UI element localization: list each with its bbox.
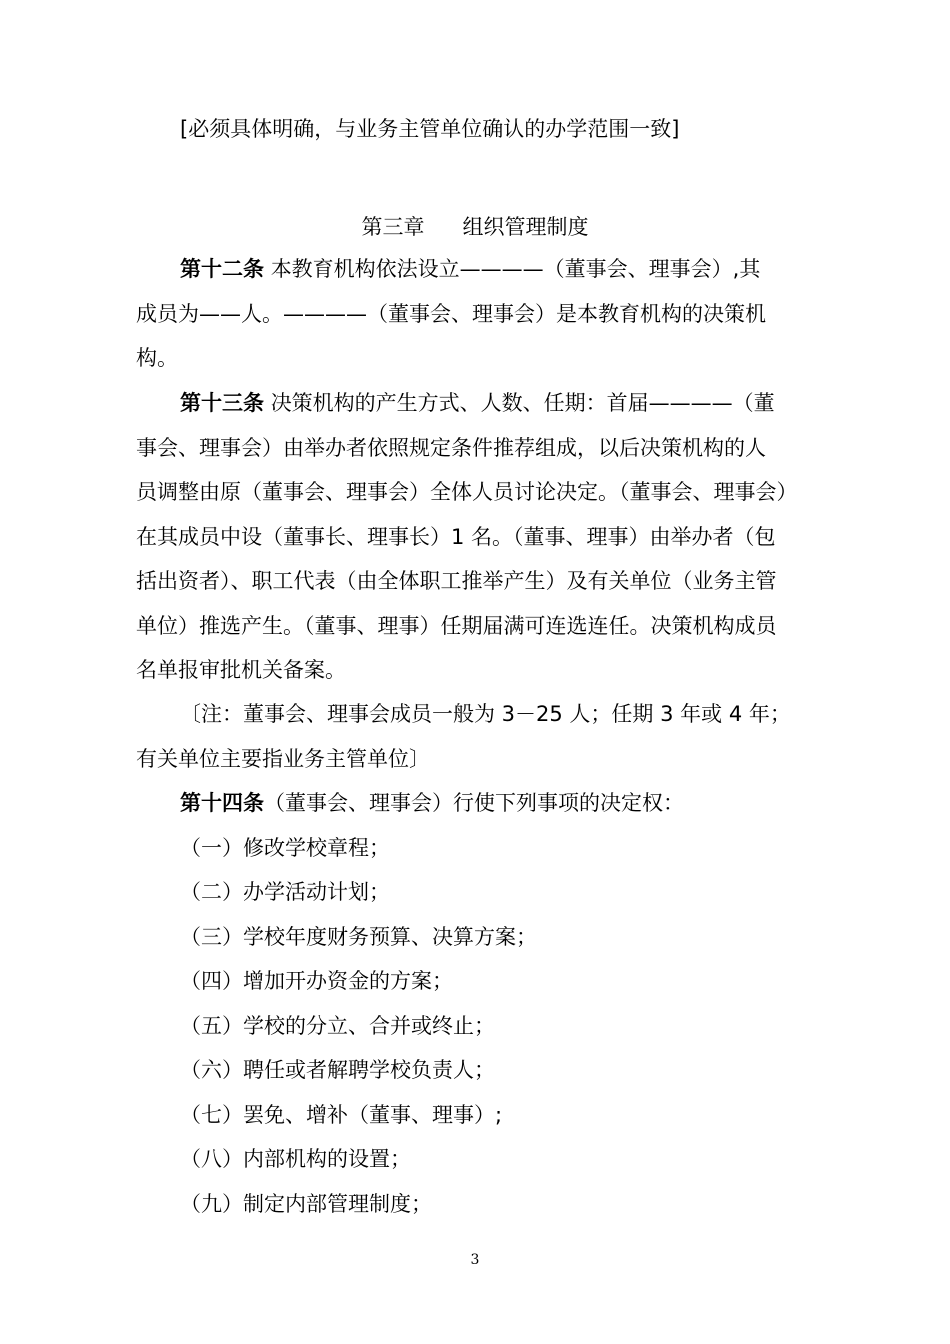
- article-13-text-1: 决策机构的产生方式、人数、任期：首届————（董: [270, 391, 775, 415]
- list-item-2: （二）办学活动计划；: [180, 880, 390, 904]
- article-14-text: （董事会、理事会）行使下列事项的决定权：: [264, 791, 684, 815]
- list-item-9: （九）制定内部管理制度；: [180, 1192, 432, 1216]
- chapter-heading: [0, 205, 950, 250]
- article-14-line: [180, 781, 820, 826]
- article-12-line-3: 构。: [136, 346, 178, 370]
- chapter-title: 组织管理制度: [462, 215, 589, 239]
- article-13-line-3: 员调整由原（董事会、理事会）全体人员讨论决定。（董事会、理事会）: [136, 480, 798, 504]
- article-13-line-5: 括出资者）、职工代表（由全体职工推举产生）及有关单位（业务主管: [136, 569, 777, 593]
- note-line-2: 有关单位主要指业务主管单位〕: [136, 747, 430, 771]
- article-12-text-1: 本教育机构依法设立————（董事会、理事会）,其: [270, 257, 761, 281]
- article-12-label: 第十二条: [180, 257, 264, 281]
- article-14-label: 第十四条: [180, 791, 264, 815]
- page-number: 3: [470, 1252, 480, 1268]
- article-13-line-7: 名单报审批机关备案。: [136, 658, 346, 682]
- article-13-label: 第十三条: [180, 391, 264, 415]
- article-13-line-6: 单位）推选产生。（董事、理事）任期届满可连选连任。决策机构成员: [136, 614, 777, 638]
- list-item-7: （七）罢免、增补（董事、理事）;: [180, 1103, 503, 1127]
- list-item-1: （一）修改学校章程；: [180, 836, 390, 860]
- article-13-line-1: [180, 381, 820, 426]
- list-item-5: （五）学校的分立、合并或终止；: [180, 1014, 495, 1038]
- article-13-line-4: 在其成员中设（董事长、理事长）1 名。（董事、理事）由举办者（包: [136, 525, 776, 549]
- note-line-1: 〔注：董事会、理事会成员一般为 3－25 人；任期 3 年或 4 年；: [180, 702, 791, 726]
- article-12-line-1: [180, 247, 820, 292]
- list-item-6: （六）聘任或者解聘学校负责人；: [180, 1058, 495, 1082]
- list-item-3: （三）学校年度财务预算、决算方案；: [180, 925, 537, 949]
- article-12-line-2: 成员为——人。————（董事会、理事会）是本教育机构的决策机: [136, 302, 766, 326]
- article-13-line-2: 事会、理事会）由举办者依照规定条件推荐组成，以后决策机构的人: [136, 436, 766, 460]
- chapter-number: 第三章: [361, 215, 425, 239]
- list-item-8: （八）内部机构的设置；: [180, 1147, 411, 1171]
- list-item-4: （四）增加开办资金的方案；: [180, 969, 453, 993]
- scope-note: [必须具体明确，与业务主管单位确认的办学范围一致]: [180, 117, 680, 141]
